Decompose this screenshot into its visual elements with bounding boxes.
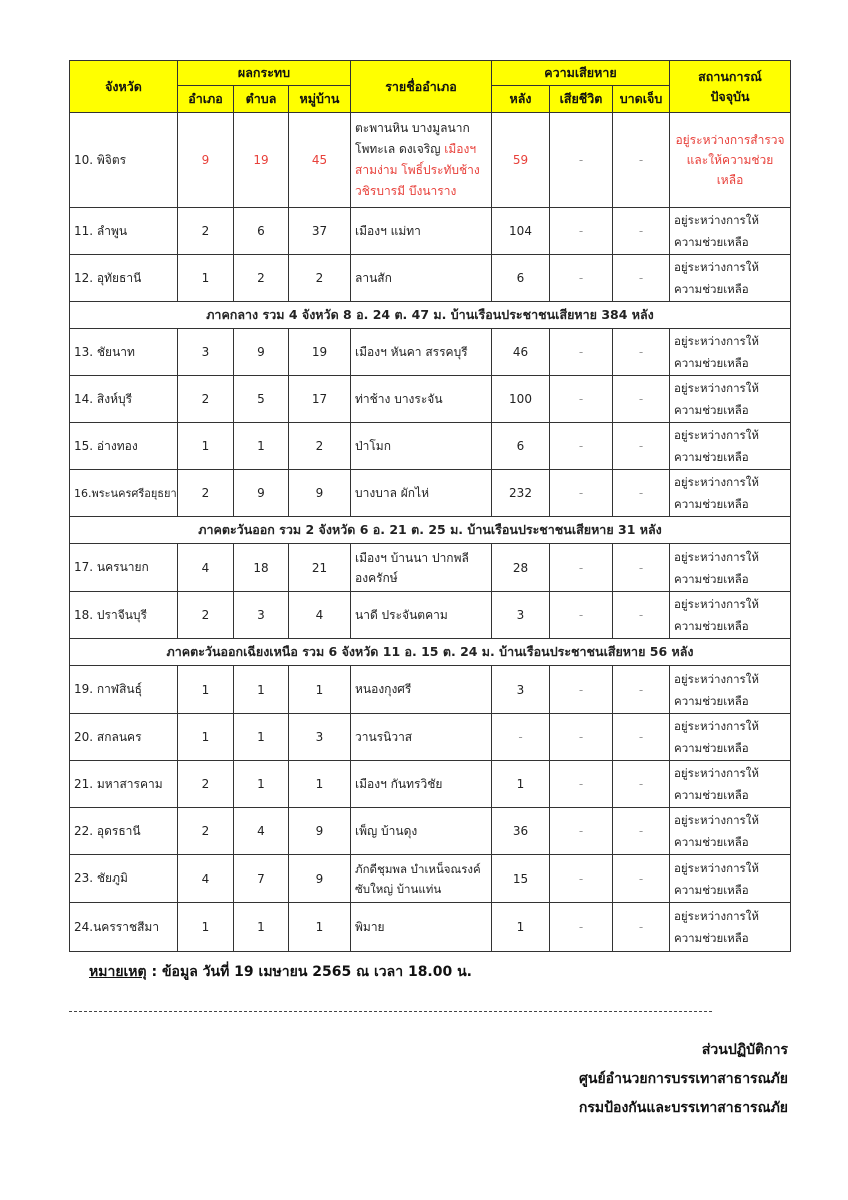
deaths-cell: - xyxy=(550,470,613,517)
amphoe-cell: 1 xyxy=(178,255,234,302)
district-names-cell: ตะพานหิน บางมูลนาก โพทะเล ดงเจริญ เมืองฯ สามง่าม โพธิ์ประทับช้าง วชิรบารมี บึงนาราง xyxy=(351,113,492,208)
mooban-cell: 4 xyxy=(289,592,351,639)
region-row-east xyxy=(70,517,791,544)
injured-cell: - xyxy=(613,376,670,423)
status-cell: อยู่ระหว่างการให้ความช่วยเหลือ xyxy=(670,544,791,592)
tambon-cell: 18 xyxy=(234,544,289,592)
province-cell: 15. อ่างทอง xyxy=(70,423,178,470)
tambon-cell: 9 xyxy=(234,470,289,517)
col-impact: ผลกระทบ xyxy=(178,61,351,86)
region-summary: ภาคตะวันออก รวม 2 จังหวัด 6 อ. 21 ต. 25 ม. บ้านเรือนประชาชนเสียหาย 31 หลัง xyxy=(70,517,791,544)
deaths-cell: - xyxy=(550,855,613,903)
table-row xyxy=(70,592,791,639)
injured-cell: - xyxy=(613,255,670,302)
signature-line-3: กรมป้องกันและบรรเทาสาธารณภัย xyxy=(578,1100,788,1116)
region-summary: ภาคกลาง รวม 4 จังหวัด 8 อ. 24 ต. 47 ม. บ้านเรือนประชาชนเสียหาย 384 หลัง xyxy=(70,302,791,329)
tambon-cell: 2 xyxy=(234,255,289,302)
houses-cell: - xyxy=(492,714,550,761)
houses-cell: 36 xyxy=(492,808,550,855)
amphoe-cell: 4 xyxy=(178,855,234,903)
table-row xyxy=(70,255,791,302)
table-row xyxy=(70,714,791,761)
injured-cell: - xyxy=(613,666,670,714)
amphoe-cell: 1 xyxy=(178,903,234,952)
deaths-cell: - xyxy=(550,544,613,592)
deaths-cell: - xyxy=(550,113,613,208)
province-cell: 23. ชัยภูมิ xyxy=(70,855,178,903)
houses-cell: 232 xyxy=(492,470,550,517)
signature-line-2: ศูนย์อำนวยการบรรเทาสาธารณภัย xyxy=(579,1071,788,1087)
mooban-cell: 17 xyxy=(289,376,351,423)
amphoe-cell: 2 xyxy=(178,761,234,808)
footnote xyxy=(89,961,472,983)
amphoe-cell: 4 xyxy=(178,544,234,592)
status-cell: อยู่ระหว่างการให้ความช่วยเหลือ xyxy=(670,470,791,517)
table-row xyxy=(70,113,791,208)
district-names-cell: ป่าโมก xyxy=(351,423,492,470)
table-row xyxy=(70,376,791,423)
mooban-cell: 2 xyxy=(289,255,351,302)
district-names-cell: หนองกุงศรี xyxy=(351,666,492,714)
col-amphoe: อำเภอ xyxy=(178,86,234,113)
injured-cell: - xyxy=(613,592,670,639)
status-cell: อยู่ระหว่างการให้ความช่วยเหลือ xyxy=(670,714,791,761)
status-cell: อยู่ระหว่างการให้ความช่วยเหลือ xyxy=(670,592,791,639)
amphoe-cell: 1 xyxy=(178,714,234,761)
status-cell: อยู่ระหว่างการให้ความช่วยเหลือ xyxy=(670,329,791,376)
deaths-cell: - xyxy=(550,808,613,855)
injured-cell: - xyxy=(613,761,670,808)
region-summary: ภาคตะวันออกเฉียงเหนือ รวม 6 จังหวัด 11 อ. 15 ต. 24 ม. บ้านเรือนประชาชนเสียหาย 56 หลัง xyxy=(70,639,791,666)
tambon-cell: 1 xyxy=(234,903,289,952)
amphoe-cell: 2 xyxy=(178,808,234,855)
province-cell: 24.นครราชสีมา xyxy=(70,903,178,952)
col-damage: ความเสียหาย xyxy=(492,61,670,86)
table-row xyxy=(70,761,791,808)
col-deaths: เสียชีวิต xyxy=(550,86,613,113)
region-row-northeast xyxy=(70,639,791,666)
tambon-cell: 3 xyxy=(234,592,289,639)
district-names-cell: เมืองฯ แม่ทา xyxy=(351,208,492,255)
injured-cell: - xyxy=(613,113,670,208)
status-cell: อยู่ระหว่างการสำรวจ และให้ความช่วยเหลือ xyxy=(670,113,791,208)
mooban-cell: 37 xyxy=(289,208,351,255)
houses-cell: 6 xyxy=(492,423,550,470)
mooban-cell: 9 xyxy=(289,855,351,903)
status-cell: อยู่ระหว่างการให้ความช่วยเหลือ xyxy=(670,903,791,952)
mooban-cell: 3 xyxy=(289,714,351,761)
district-names-cell: ลานสัก xyxy=(351,255,492,302)
deaths-cell: - xyxy=(550,761,613,808)
deaths-cell: - xyxy=(550,376,613,423)
tambon-cell: 9 xyxy=(234,329,289,376)
tambon-cell: 6 xyxy=(234,208,289,255)
status-cell: อยู่ระหว่างการให้ความช่วยเหลือ xyxy=(670,376,791,423)
mooban-cell: 9 xyxy=(289,470,351,517)
province-cell: 22. อุดรธานี xyxy=(70,808,178,855)
district-names-cell: เมืองฯ หันคา สรรคบุรี xyxy=(351,329,492,376)
table-row xyxy=(70,903,791,952)
table-row xyxy=(70,423,791,470)
status-cell: อยู่ระหว่างการให้ความช่วยเหลือ xyxy=(670,666,791,714)
district-names-cell: ท่าช้าง บางระจัน xyxy=(351,376,492,423)
region-row-central xyxy=(70,302,791,329)
province-cell: 19. กาฬสินธุ์ xyxy=(70,666,178,714)
mooban-cell: 1 xyxy=(289,903,351,952)
status-cell: อยู่ระหว่างการให้ความช่วยเหลือ xyxy=(670,761,791,808)
col-district-names: รายชื่ออำเภอ xyxy=(351,61,492,113)
dashed-divider xyxy=(69,1011,712,1012)
amphoe-cell: 2 xyxy=(178,208,234,255)
injured-cell: - xyxy=(613,329,670,376)
tambon-cell: 1 xyxy=(234,666,289,714)
disaster-table xyxy=(69,60,791,952)
table-row xyxy=(70,666,791,714)
district-names-cell: พิมาย xyxy=(351,903,492,952)
deaths-cell: - xyxy=(550,592,613,639)
deaths-cell: - xyxy=(550,255,613,302)
houses-cell: 3 xyxy=(492,592,550,639)
col-status: สถานการณ์ ปัจจุบัน xyxy=(670,61,791,113)
province-cell: 16.พระนครศรีอยุธยา xyxy=(70,470,178,517)
status-cell: อยู่ระหว่างการให้ความช่วยเหลือ xyxy=(670,255,791,302)
footnote-label: หมายเหตุ xyxy=(89,964,147,980)
province-cell: 13. ชัยนาท xyxy=(70,329,178,376)
houses-cell: 46 xyxy=(492,329,550,376)
col-injured: บาดเจ็บ xyxy=(613,86,670,113)
tambon-cell: 1 xyxy=(234,714,289,761)
injured-cell: - xyxy=(613,808,670,855)
amphoe-cell: 3 xyxy=(178,329,234,376)
tambon-cell: 4 xyxy=(234,808,289,855)
tambon-cell: 1 xyxy=(234,761,289,808)
province-cell: 12. อุทัยธานี xyxy=(70,255,178,302)
mooban-cell: 19 xyxy=(289,329,351,376)
injured-cell: - xyxy=(613,423,670,470)
province-cell: 18. ปราจีนบุรี xyxy=(70,592,178,639)
col-province: จังหวัด xyxy=(70,61,178,113)
tambon-cell: 5 xyxy=(234,376,289,423)
table-row xyxy=(70,329,791,376)
houses-cell: 3 xyxy=(492,666,550,714)
signature-block xyxy=(579,1036,788,1123)
deaths-cell: - xyxy=(550,903,613,952)
deaths-cell: - xyxy=(550,666,613,714)
col-tambon: ตำบล xyxy=(234,86,289,113)
injured-cell: - xyxy=(613,208,670,255)
mooban-cell: 2 xyxy=(289,423,351,470)
table-row xyxy=(70,808,791,855)
tambon-cell: 19 xyxy=(234,113,289,208)
mooban-cell: 9 xyxy=(289,808,351,855)
injured-cell: - xyxy=(613,714,670,761)
amphoe-cell: 9 xyxy=(178,113,234,208)
district-names-cell: เมืองฯ กันทรวิชัย xyxy=(351,761,492,808)
col-houses: หลัง xyxy=(492,86,550,113)
injured-cell: - xyxy=(613,855,670,903)
mooban-cell: 45 xyxy=(289,113,351,208)
status-cell: อยู่ระหว่างการให้ความช่วยเหลือ xyxy=(670,808,791,855)
province-cell: 21. มหาสารคาม xyxy=(70,761,178,808)
injured-cell: - xyxy=(613,903,670,952)
province-cell: 11. ลำพูน xyxy=(70,208,178,255)
table-row xyxy=(70,470,791,517)
district-names-cell: นาดี ประจันตคาม xyxy=(351,592,492,639)
amphoe-cell: 2 xyxy=(178,376,234,423)
houses-cell: 59 xyxy=(492,113,550,208)
province-cell: 20. สกลนคร xyxy=(70,714,178,761)
tambon-cell: 1 xyxy=(234,423,289,470)
amphoe-cell: 2 xyxy=(178,470,234,517)
province-cell: 10. พิจิตร xyxy=(70,113,178,208)
province-cell: 17. นครนายก xyxy=(70,544,178,592)
district-names-cell: บางบาล ผักไห่ xyxy=(351,470,492,517)
province-cell: 14. สิงห์บุรี xyxy=(70,376,178,423)
district-names-cell: วานรนิวาส xyxy=(351,714,492,761)
district-names-cell: ภักดีชุมพล บำเหน็จณรงค์ ซับใหญ่ บ้านแท่น xyxy=(351,855,492,903)
table-row xyxy=(70,855,791,903)
status-cell: อยู่ระหว่างการให้ความช่วยเหลือ xyxy=(670,855,791,903)
amphoe-cell: 1 xyxy=(178,423,234,470)
mooban-cell: 1 xyxy=(289,761,351,808)
injured-cell: - xyxy=(613,544,670,592)
injured-cell: - xyxy=(613,470,670,517)
signature-line-1: ส่วนปฏิบัติการ xyxy=(701,1042,788,1058)
houses-cell: 100 xyxy=(492,376,550,423)
footnote-text: : ข้อมูล วันที่ 19 เมษายน 2565 ณ เวลา 18.00 น. xyxy=(146,964,472,980)
status-cell: อยู่ระหว่างการให้ความช่วยเหลือ xyxy=(670,208,791,255)
houses-cell: 28 xyxy=(492,544,550,592)
houses-cell: 1 xyxy=(492,903,550,952)
deaths-cell: - xyxy=(550,714,613,761)
mooban-cell: 1 xyxy=(289,666,351,714)
deaths-cell: - xyxy=(550,423,613,470)
deaths-cell: - xyxy=(550,208,613,255)
table-row xyxy=(70,544,791,592)
houses-cell: 15 xyxy=(492,855,550,903)
houses-cell: 104 xyxy=(492,208,550,255)
status-cell: อยู่ระหว่างการให้ความช่วยเหลือ xyxy=(670,423,791,470)
col-mooban: หมู่บ้าน xyxy=(289,86,351,113)
district-names-cell: เพ็ญ บ้านดุง xyxy=(351,808,492,855)
district-names-cell: เมืองฯ บ้านนา ปากพลี องครักษ์ xyxy=(351,544,492,592)
deaths-cell: - xyxy=(550,329,613,376)
amphoe-cell: 2 xyxy=(178,592,234,639)
mooban-cell: 21 xyxy=(289,544,351,592)
houses-cell: 6 xyxy=(492,255,550,302)
tambon-cell: 7 xyxy=(234,855,289,903)
amphoe-cell: 1 xyxy=(178,666,234,714)
houses-cell: 1 xyxy=(492,761,550,808)
table-row xyxy=(70,208,791,255)
